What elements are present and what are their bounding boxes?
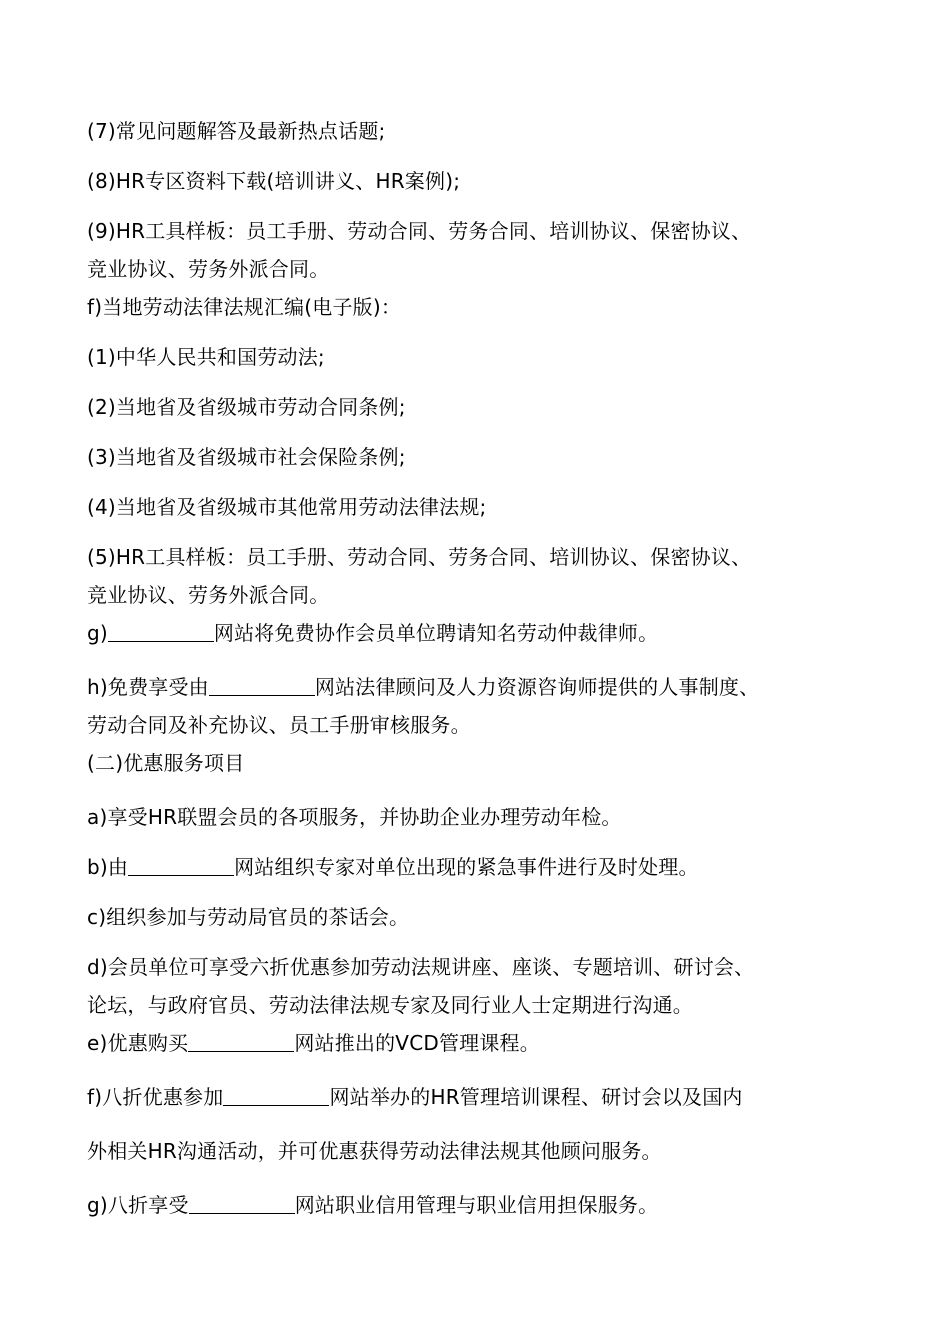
section-h-review-service-cont: 劳动合同及补充协议、员工手册审核服务。 [87, 713, 471, 737]
blank-underline [128, 855, 234, 876]
law-item-5-hr-templates: (5)HR工具样板：员工手册、劳动合同、劳务合同、培训协议、保密协议、 [87, 545, 752, 569]
list-item-8-downloads: (8)HR专区资料下载(培训讲义、HR案例); [87, 169, 461, 193]
law-item-4: (4)当地省及省级城市其他常用劳动法律法规; [87, 495, 487, 519]
line-prefix: f)八折优惠参加 [87, 1085, 224, 1109]
line-suffix: 网站组织专家对单位出现的紧急事件进行及时处理。 [234, 855, 699, 879]
line-suffix: 网站将免费协作会员单位聘请知名劳动仲裁律师。 [213, 621, 659, 645]
line-prefix: e)优惠购买 [87, 1031, 189, 1055]
line-prefix: b)由 [87, 855, 129, 879]
document-body [87, 112, 887, 1224]
line-prefix: g)八折享受 [87, 1193, 189, 1217]
pref-item-f [87, 1078, 887, 1116]
blank-underline [189, 1193, 295, 1214]
line-suffix: 网站法律顾问及人力资源咨询师提供的人事制度、 [314, 675, 760, 699]
blank-underline [223, 1085, 329, 1106]
line-suffix: 网站职业信用管理与职业信用担保服务。 [294, 1193, 659, 1217]
pref-item-d-cont: 论坛，与政府官员、劳动法律法规专家及同行业人士定期进行沟通。 [87, 993, 693, 1017]
pref-item-b [87, 848, 887, 886]
law-item-5-hr-templates-cont: 竞业协议、劳务外派合同。 [87, 583, 330, 607]
section-g-arbitration-lawyer [87, 614, 887, 652]
line-prefix: g) [87, 621, 108, 645]
blank-underline [209, 675, 315, 696]
pref-item-f-cont: 外相关HR沟通活动，并可优惠获得劳动法律法规其他顾问服务。 [87, 1139, 662, 1163]
pref-item-g [87, 1186, 887, 1224]
list-item-7-faq: (7)常见问题解答及最新热点话题; [87, 119, 386, 143]
line-suffix: 网站举办的HR管理培训课程、研讨会以及国内 [329, 1085, 743, 1109]
list-item-9-hr-templates-cont: 竞业协议、劳务外派合同。 [87, 257, 330, 281]
pref-item-c: c)组织参加与劳动局官员的茶话会。 [87, 905, 410, 929]
heading-preferential-services: (二)优惠服务项目 [87, 751, 245, 775]
section-h-review-service [87, 668, 887, 706]
list-item-9-hr-templates: (9)HR工具样板：员工手册、劳动合同、劳务合同、培训协议、保密协议、 [87, 219, 752, 243]
line-prefix: h)免费享受由 [87, 675, 209, 699]
pref-item-d: d)会员单位可享受六折优惠参加劳动法规讲座、座谈、专题培训、研讨会、 [87, 955, 755, 979]
pref-item-e [87, 1024, 887, 1062]
pref-item-a: a)享受HR联盟会员的各项服务，并协助企业办理劳动年检。 [87, 805, 622, 829]
blank-underline [188, 1031, 294, 1052]
line-suffix: 网站推出的VCD管理课程。 [294, 1031, 540, 1055]
section-f-local-labor-laws: f)当地劳动法律法规汇编(电子版)： [87, 295, 402, 319]
law-item-1: (1)中华人民共和国劳动法; [87, 345, 325, 369]
law-item-2: (2)当地省及省级城市劳动合同条例; [87, 395, 406, 419]
law-item-3: (3)当地省及省级城市社会保险条例; [87, 445, 406, 469]
blank-underline [108, 621, 214, 642]
